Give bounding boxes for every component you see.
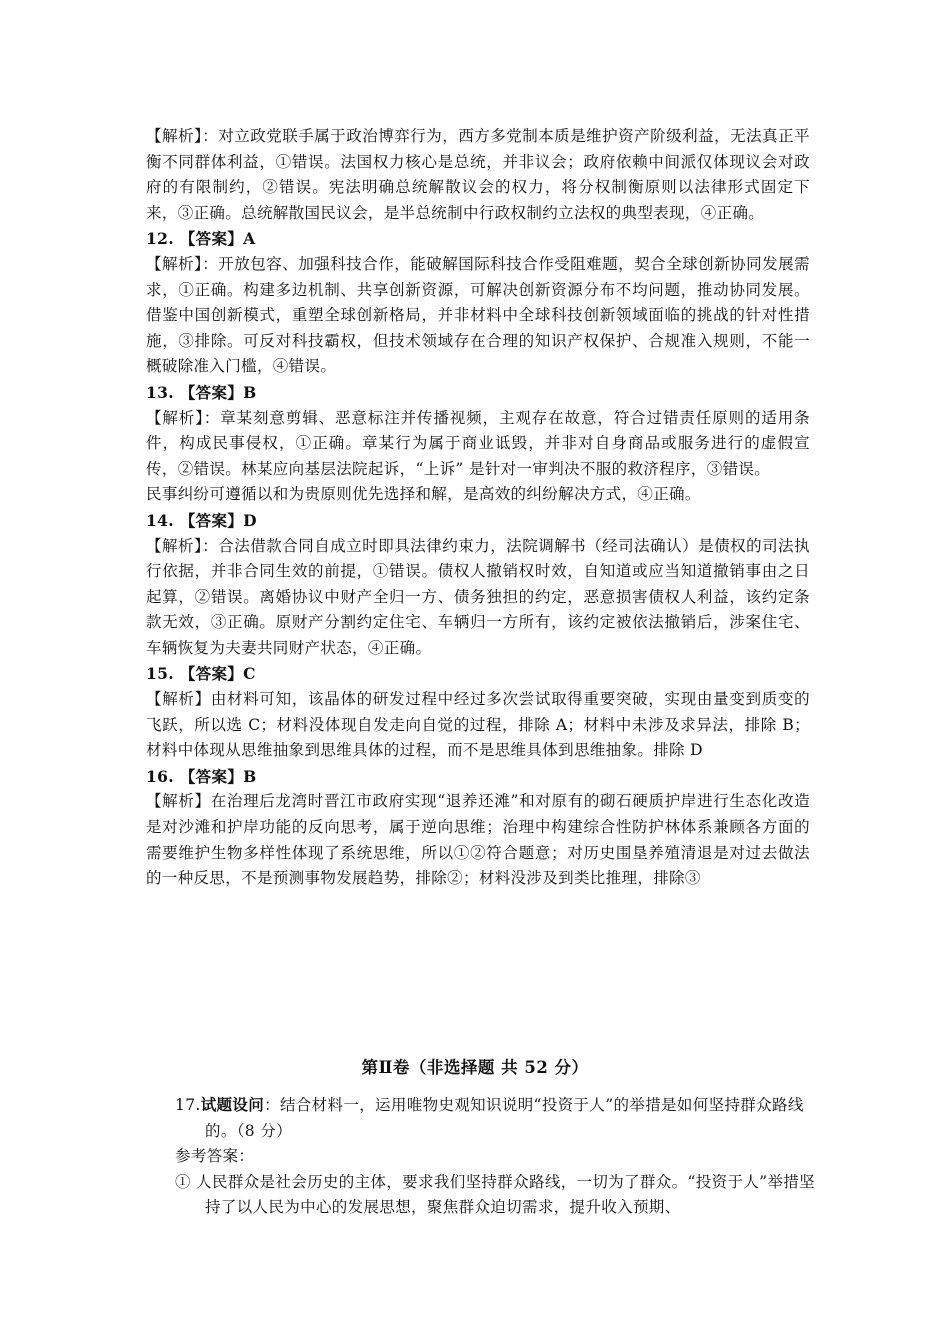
answer-13: 13. 【答案】B	[146, 382, 257, 402]
analysis-11: 【解析】：对立政党联手属于政治博弈行为，西方多党制本质是维护资产阶级利益，无法真正平衡不同群体利益，①错误。法国权力核心是总统，并非议会；政府依赖中间派仅体现议会对政府的有限制约，②错误。宪法明确总统解散议会的权力，将分权制衡原则以法律形式固定下来，③正确。总统解散国民议会，是半总统制中行政权制约立法权的典型表现，④正确。	[146, 127, 810, 222]
analysis-12: 【解析】：开放包容、加强科技合作，能破解国际科技合作受阻难题，契合全球创新协同发展需求，①正确。构建多边机制、共享创新资源，可解决创新资源分布不均问题，推动协同发展。借鉴中国创新模式，重塑全球创新格局，并非材料中全球科技创新领域面临的挑战的针对性措施，③排除。可反对科技霸权，但技术领域存在合理的知识产权保护、合规准入规则，不能一概破除准入门槛，④错误。	[146, 254, 810, 376]
section-title: 第Ⅱ卷（非选择题 共 52 分）	[361, 1058, 589, 1077]
question-text: ：结合材料一，运用唯物史观知识说明“投资于人”的举措是如何坚持群众路线的。（8 分）	[205, 1096, 804, 1140]
analysis-16: 【解析】在治理后龙湾时晋江市政府实现“退养还滩”和对原有的砌石硬质护岸进行生态化改造是对沙滩和护岸功能的反向思考，属于逆向思维；治理中构建综合性防护林体系兼顾各方面的需要维护生物多样性体现了系统思维，所以①②符合题意；对历史围垦养殖清退是对过去做法的一种反思，不是预测事物发展趋势，排除②；材料没涉及到类比推理，排除③	[146, 792, 810, 888]
analysis-15: 【解析】由材料可知，该晶体的研发过程中经过多次尝试取得重要突破，实现由量变到质变的飞跃，所以选 C；材料没体现自发走向自觉的过程，排除 A；材料中未涉及求异法，排除 B；材料中体现从思维抽象到思维具体的过程，而不是思维具体到思维抽象。排除 D	[146, 690, 810, 760]
question-number: 17.	[175, 1096, 201, 1114]
answer-14: 14. 【答案】D	[146, 510, 257, 530]
answer-12: 12. 【答案】A	[146, 229, 256, 249]
answer-16: 16. 【答案】B	[146, 766, 257, 786]
reference-answer-item: ① 人民群众是社会历史的主体，要求我们坚持群众路线，一切为了群众。“投资于人”举措坚持了以人民为中心的发展思想，聚焦群众迫切需求，提升收入预期、	[175, 1172, 815, 1217]
answer-15: 15. 【答案】C	[146, 664, 256, 684]
analysis-13: 【解析】：章某刻意剪辑、恶意标注并传播视频，主观存在故意，符合过错责任原则的适用条件，构成民事侵权，①正确。章某行为属于商业诋毁，并非对自身商品或服务进行的虚假宣传，②错误。林某应向基层法院起诉，“上诉” 是针对一审判决不服的救济程序，③错误。	[146, 408, 810, 478]
question-label: 试题设问	[200, 1095, 265, 1114]
analysis-13-extra: 民事纠纷可遵循以和为贵原则优先选择和解，是高效的纠纷解决方式，④正确。	[146, 485, 701, 504]
question-17	[175, 1092, 815, 1144]
analysis-14: 【解析】：合法借款合同自成立时即具法律约束力，法院调解书（经司法确认）是债权的司法执行依据，并非合同生效的前提，①错误。债权人撤销权时效，自知道或应当知道撤销事由之日起算，②错误。离婚协议中财产全归一方、债务独担的约定，恶意损害债权人利益，该约定条款无效，③正确。原财产分割约定住宅、车辆归一方所有，该约定被依法撤销后，涉案住宅、车辆恢复为夫妻共同财产状态，④正确。	[146, 536, 810, 657]
answer-analysis-section	[146, 124, 810, 892]
reference-answer-label: 参考答案：	[175, 1147, 255, 1166]
question-17-section	[175, 1092, 815, 1221]
